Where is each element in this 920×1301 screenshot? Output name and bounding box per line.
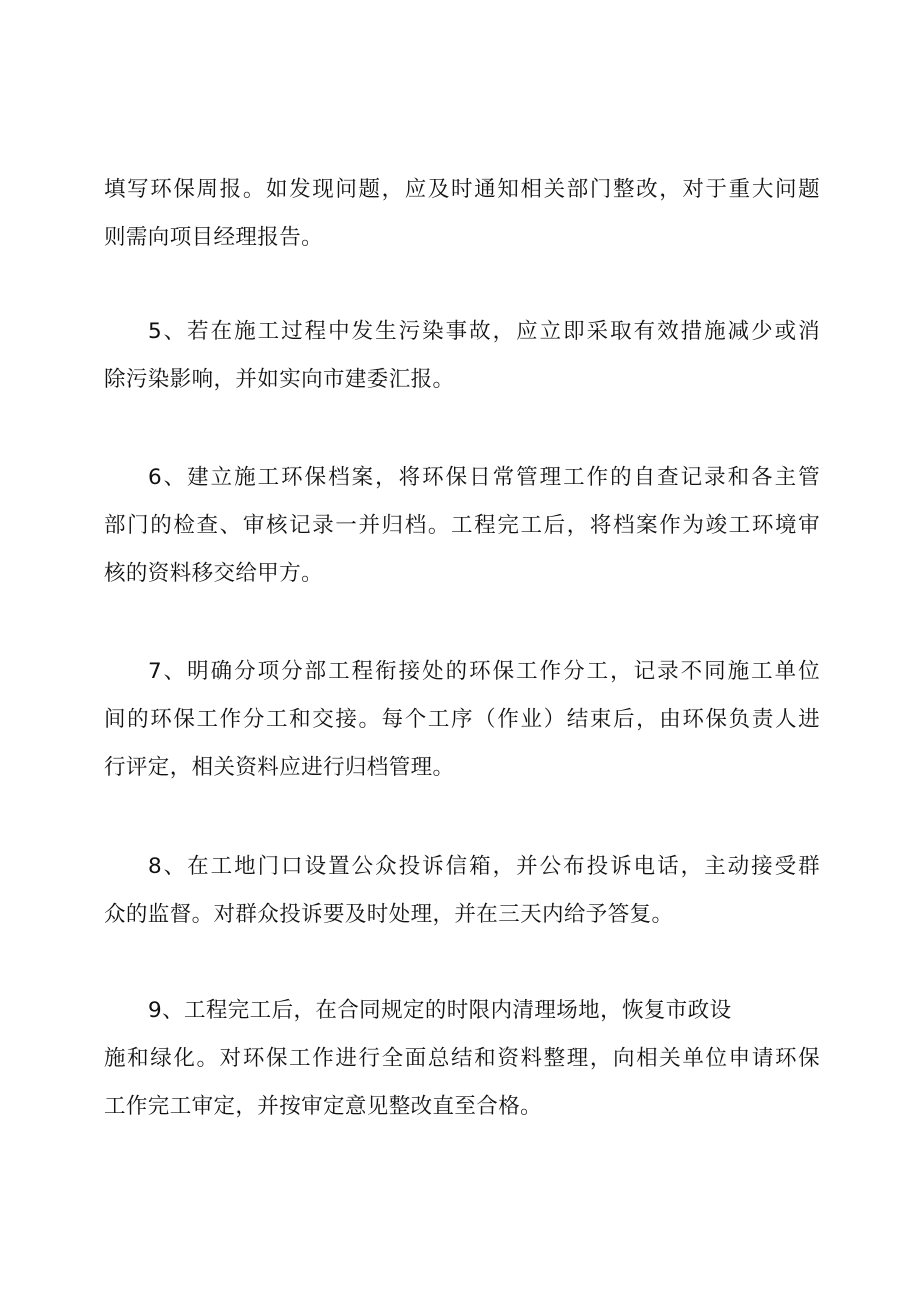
paragraph-line: 6、建立施工环保档案，将环保日常管理工作的自查记录和各主管 [148,465,820,490]
paragraph-line: 5、若在施工过程中发生污染事故，应立即采取有效措施减少或消 [148,319,820,344]
paragraph-continuation [104,166,820,262]
paragraph-line: 工作完工审定，并按审定意见整改直至合格。 [104,1094,543,1119]
paragraph-line: 部门的检查、审核记录一并归档。工程完工后，将档案作为竣工环境审 [104,513,820,538]
paragraph-line: 间的环保工作分工和交接。每个工序（作业）结束后，由环保负责人进 [104,707,820,732]
paragraph-line: 核的资料移交给甲方。 [104,561,324,586]
paragraph-line: 7、明确分项分部工程衔接处的环保工作分工，记录不同施工单位 [148,659,820,684]
paragraph-item-7 [104,648,820,792]
paragraph-line: 众的监督。对群众投诉要及时处理，并在三天内给予答复。 [104,902,674,927]
paragraph-line: 8、在工地门口设置公众投诉信箱，并公布投诉电话，主动接受群 [148,854,820,879]
paragraph-line: 则需向项目经理报告。 [104,225,324,250]
paragraph-line: 填写环保周报。如发现问题，应及时通知相关部门整改，对于重大问题 [104,177,820,202]
paragraph-line: 9、工程完工后，在合同规定的时限内清理场地，恢复市政设 [148,998,732,1023]
paragraph-item-8 [104,843,820,939]
paragraph-item-5 [104,308,820,404]
paragraph-item-9 [104,987,820,1131]
paragraph-line: 行评定，相关资料应进行归档管理。 [104,755,455,780]
paragraph-line: 除污染影响，并如实向市建委汇报。 [104,367,455,392]
paragraph-line: 施和绿化。对环保工作进行全面总结和资料整理，向相关单位申请环保 [104,1046,820,1071]
paragraph-item-6 [104,454,820,598]
